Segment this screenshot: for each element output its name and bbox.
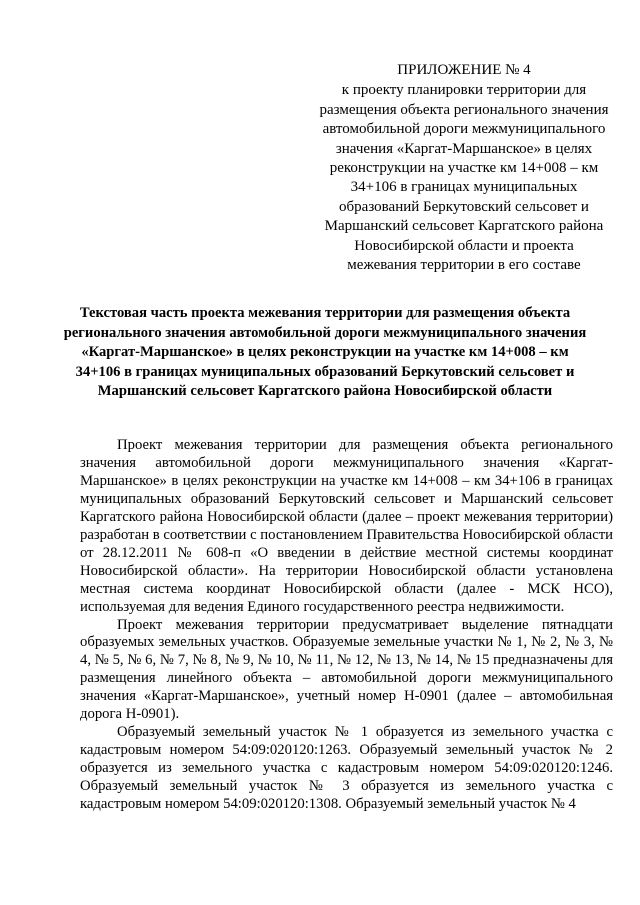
- paragraph: Проект межевания территории предусматривает выделение пятнадцати образуемых земельных участков. Образуемые земельные участки № 1, № 2, № 3, № 4, № 5, № 6, № 7, № 8, № 9, № 10, № 11, № 12, № 13, № 14, № 15 предназначены для размещения линейного объекта – автомобильной дороги межмуниципального значения «Каргат-Маршанское», учетный номер Н-0901 (далее – автомобильная дорога Н-0901).: [80, 616, 613, 723]
- body-text: [80, 437, 613, 814]
- paragraph: Образуемый земельный участок № 1 образуется из земельного участка с кадастровым номером 54:09:020120:1263. Образуемый земельный участок № 2 образуется из земельного участка с кадастровым номером 54:09:020120:1246. Образуемый земельный участок № 3 образуется из земельного участка с кадастровым номером 54:09:020120:1308. Образуемый земельный участок № 4: [80, 724, 613, 813]
- appendix-title: ПРИЛОЖЕНИЕ № 4: [397, 62, 531, 78]
- section-heading: Текстовая часть проекта межевания территории для размещения объекта регионального значения автомобильной дороги межмуниципального значения «Каргат-Маршанское» в целях реконструкции на участке км 14+008 – км 34+106 в границах муниципальных образований Беркутовский сельсовет и Маршанский сельсовет Каргатского района Новосибирской области: [63, 305, 587, 400]
- paragraph: Проект межевания территории для размещения объекта регионального значения автомобильной дороги межмуниципального значения «Каргат-Маршанское» в целях реконструкции на участке км 14+008 – км 34+106 в границах муниципальных образований Беркутовский сельсовет и Маршанский сельсовет Каргатского района Новосибирской области (далее – проект межевания территории) разработан в соответствии с постановлением Правительства Новосибирской области от 28.12.2011 № 608-п «О введении в действие местной системы координат Новосибирской области». На территории Новосибирской области установлена местная система координат Новосибирской области (далее - МСК НСО), используемая для ведения Единого государственного реестра недвижимости.: [80, 437, 613, 615]
- appendix-header: [318, 61, 610, 275]
- appendix-text: к проекту планировки территории для размещения объекта регионального значения автомобильной дороги межмуниципального значения «Каргат-Маршанское» в целях реконструкции на участке км 14+008 – км 34+106 в границах муниципальных образований Беркутовский сельсовет и Маршанский сельсовет Каргатского района Новосибирской области и проекта межевания территории в его составе: [319, 82, 609, 274]
